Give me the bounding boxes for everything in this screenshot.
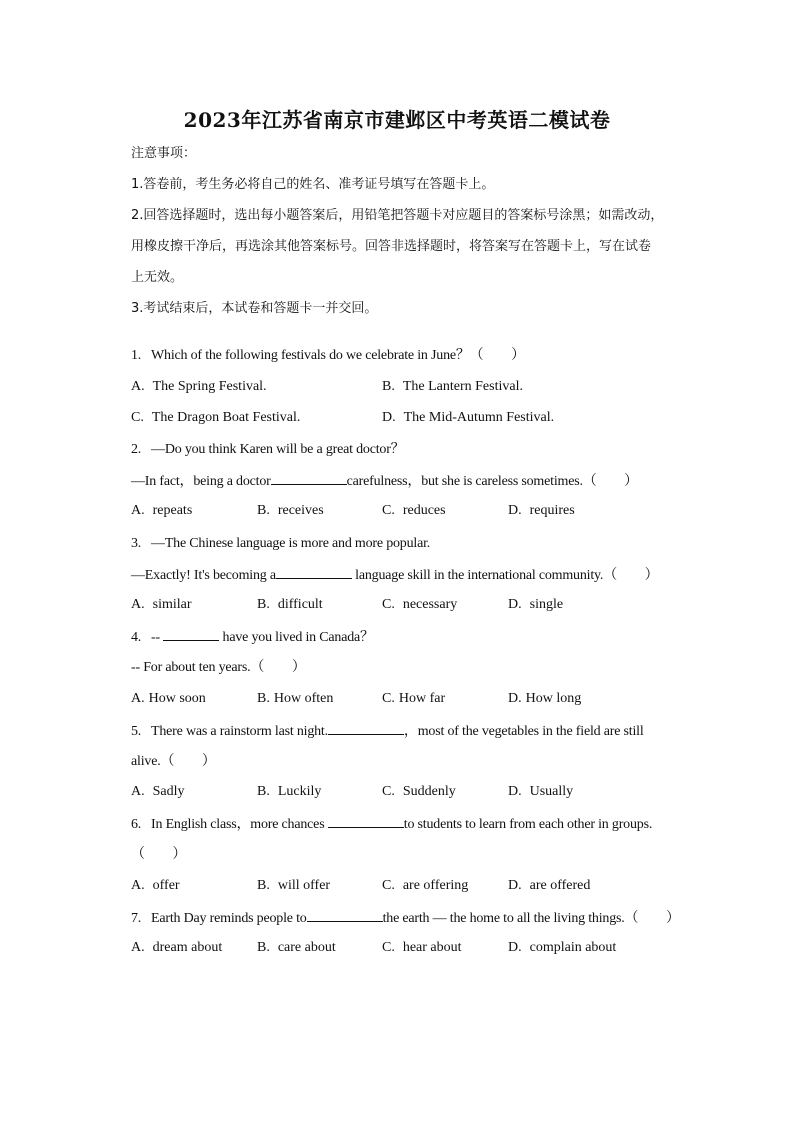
question-1-option-b[interactable]: B. The Lantern Festival. [382,379,523,394]
question-3-stem [131,535,430,553]
question-2-option-c[interactable]: C. reduces [382,503,446,518]
answer-blank[interactable] [307,909,383,922]
question-3-option-b[interactable]: B. difficult [257,597,323,612]
question-5-stem: 5. There was a rainstorm last night. ，most of the vegetables in the field are still [131,724,644,739]
question-3-option-d[interactable]: D. single [508,597,564,612]
question-3-option-a[interactable]: A. similar [131,597,192,612]
question-2-option-b[interactable]: B. receives [257,503,324,518]
question-4-line-2: -- For about ten years.（ ） [131,660,306,675]
question-6-stem: 6. In English class，more chances to students to learn from each other in groups. [131,817,653,832]
question-5-option-b[interactable]: B. Luckily [257,784,322,799]
question-number: 5. [131,724,142,739]
question-2-stem [131,441,404,459]
answer-blank[interactable] [276,566,352,579]
answer-blank[interactable] [328,722,404,735]
notice-item-3: 3.考试结束后，本试卷和答题卡一并交回。 [131,301,378,316]
question-4-option-b[interactable]: B. How often [257,691,334,706]
question-7-stem: 7. Earth Day reminds people to the earth — the home to all the living things.（ ） [131,911,680,926]
notice-item-1: 1.答卷前，考生务必将自己的姓名、准考证号填写在答题卡上。 [131,177,495,192]
question-4-stem: 4. -- have you lived in Canada？ [131,630,374,645]
question-text: —The Chinese language is more and more popular. [151,536,431,551]
question-text: —Do you think Karen will be a great doctor？ [151,442,405,457]
notice-item-2-line-1: 2.回答选择题时，选出每小题答案后，用铅笔把答题卡对应题目的答案标号涂黑；如需改动， [131,208,664,223]
question-2-option-a[interactable]: A. repeats [131,503,193,518]
question-7-option-b[interactable]: B. care about [257,940,336,955]
question-5-line-2: alive.（ ） [131,754,216,769]
answer-blank[interactable] [271,472,347,485]
question-number: 1. [131,348,142,363]
question-1-stem [131,347,525,365]
question-4-option-a[interactable]: A. How soon [131,691,206,706]
question-1-option-c[interactable]: C. The Dragon Boat Festival. [131,410,301,425]
question-6-option-d[interactable]: D. are offered [508,878,591,893]
answer-blank[interactable] [163,628,219,641]
question-7-option-d[interactable]: D. complain about [508,940,617,955]
question-3-line-2: —Exactly! It's becoming a language skill in the international community.（ ） [131,568,659,583]
question-5-option-d[interactable]: D. Usually [508,784,574,799]
question-number: 2. [131,442,142,457]
question-7-option-a[interactable]: A. dream about [131,940,223,955]
question-number: 3. [131,536,142,551]
question-number: 4. [131,630,142,645]
question-1-option-d[interactable]: D. The Mid-Autumn Festival. [382,410,555,425]
question-7-option-c[interactable]: C. hear about [382,940,462,955]
page-title: 2023年江苏省南京市建邺区中考英语二模试卷 [183,108,611,132]
question-1-option-a[interactable]: A. The Spring Festival. [131,379,267,394]
question-number: 7. [131,911,142,926]
notice-heading: 注意事项： [131,146,197,161]
question-5-option-a[interactable]: A. Sadly [131,784,185,799]
question-4-option-d[interactable]: D. How long [508,691,582,706]
question-5-option-c[interactable]: C. Suddenly [382,784,456,799]
question-2-line-2: —In fact，being a doctor carefulness，but she is careless sometimes.（ ） [131,474,638,489]
question-6-option-b[interactable]: B. will offer [257,878,331,893]
question-6-option-c[interactable]: C. are offering [382,878,469,893]
notice-item-2-line-3: 上无效。 [131,270,184,285]
answer-blank[interactable] [328,815,404,828]
question-number: 6. [131,817,142,832]
question-4-option-c[interactable]: C. How far [382,691,446,706]
notice-item-2-line-2: 用橡皮擦干净后，再选涂其他答案标号。回答非选择题时，将答案写在答题卡上，写在试卷 [131,239,652,254]
question-2-option-d[interactable]: D. requires [508,503,575,518]
question-text: Which of the following festivals do we celebrate in June？（ ） [151,348,525,363]
question-6-line-2: （ ） [131,847,187,862]
question-3-option-c[interactable]: C. necessary [382,597,458,612]
question-6-option-a[interactable]: A. offer [131,878,180,893]
